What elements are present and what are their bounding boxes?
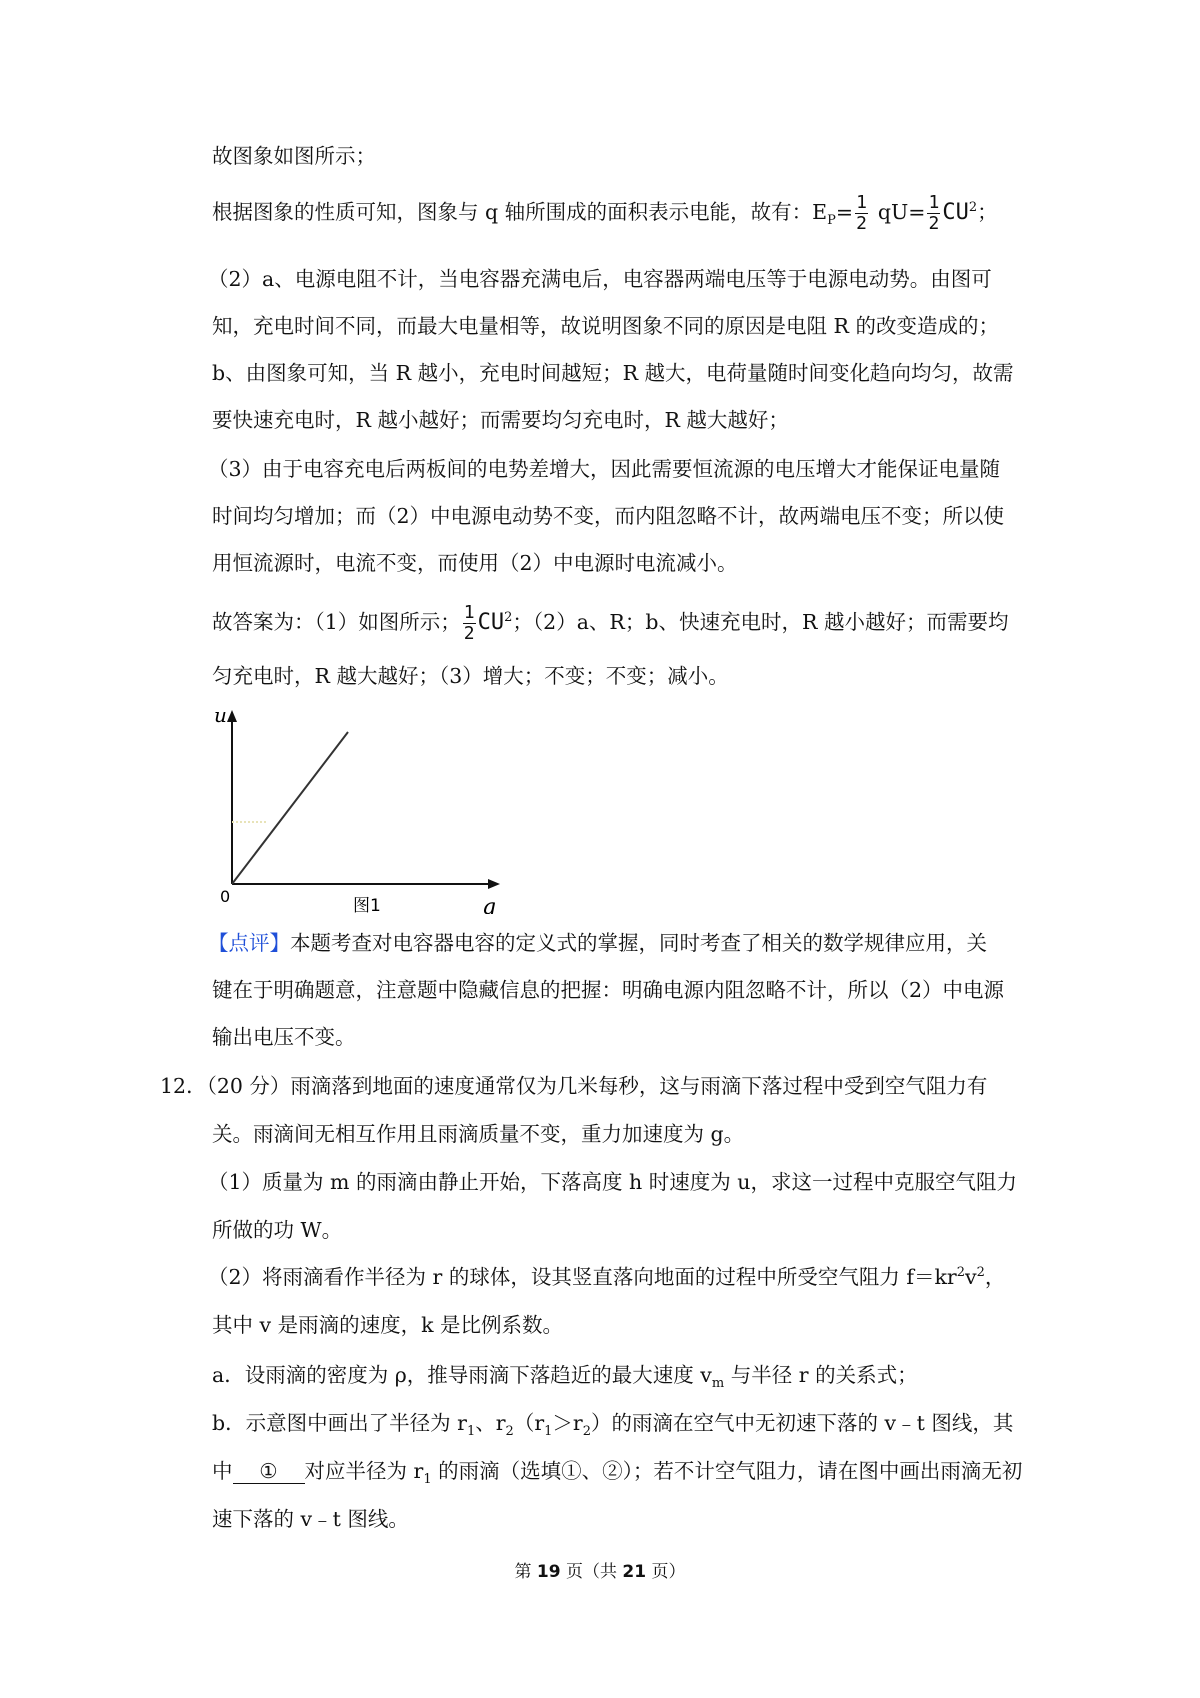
text-line: 速下落的 v﹣t 图线。 (212, 1507, 409, 1531)
page-footer: 第 19 页（共 21 页） (514, 1562, 686, 1582)
review-line (208, 928, 987, 958)
text-line: 用恒流源时，电流不变，而使用（2）中电源时电流减小。 (212, 551, 738, 575)
subscript: P (827, 213, 836, 229)
question-12-stem: 12．（20 分）雨滴落到地面的速度通常仅为几米每秒，这与雨滴下落过程中受到空气阻力有 (160, 1074, 988, 1098)
y-axis-arrow (227, 710, 237, 722)
text-span: （2）将雨滴看作半径为 r 的球体，设其竖直落向地面的过程中所受空气阻力 f＝kr (208, 1265, 957, 1289)
cu-term: CU (942, 200, 969, 225)
text-span: qU= (877, 200, 926, 224)
page-number: 19 (536, 1562, 561, 1582)
text-line: 关。雨滴间无相互作用且雨滴质量不变，重力加速度为 g。 (212, 1122, 745, 1146)
text-line: 知，充电时间不同，而最大电量相等，故说明图象不同的原因是电阻 R 的改变造成的； (212, 314, 999, 338)
answer-blank: ① (233, 1459, 305, 1484)
review-tag: 【点评】 (208, 931, 290, 955)
cu-term: CU (477, 610, 505, 635)
text-line: （1）质量为 m 的雨滴由静止开始，下落高度 h 时速度为 u，求这一过程中克服空气阻力 (208, 1170, 1017, 1194)
fraction-half: $\frac{1}{2}$ (928, 192, 940, 234)
text-span: 本题考查对电容器电容的定义式的掌握，同时考查了相关的数学规律应用，关 (290, 931, 987, 955)
text-line: b．示意图中画出了半径为 $r_1$、$r_2(r_1>r_2)$的雨滴在空气中无初速下落的 v﹣t 图线，其 (212, 1411, 1014, 1440)
text-line: 时间均匀增加；而（2）中电源电动势不变，而内阻忽略不计，故两端电压不变；所以使 (212, 504, 1005, 528)
text-span: 故答案为：（1）如图所示； (212, 610, 461, 634)
text-line: 中 ① 对应半径为 $r_1$ 的雨滴（选填①、②）；若不计空气阻力，请在图中画出雨滴无初 (212, 1459, 1023, 1488)
page-total: 21 (622, 1562, 647, 1582)
text-line: 键在于明确题意，注意题中隐藏信息的把握：明确电源内阻忽略不计，所以（2）中电源 (212, 978, 1005, 1002)
text-line: 故图象如图所示； (212, 144, 376, 168)
answer-line (212, 603, 1008, 644)
y-axis-label: u (214, 704, 227, 727)
text-line: 要快速充电时，R 越小越好；而需要均匀充电时，R 越大越好； (212, 408, 789, 432)
superscript: 2 (504, 610, 513, 626)
x-axis-arrow (488, 879, 500, 889)
text-line: （3）由于电容充电后两板间的电势差增大，因此需要恒流源的电压增大才能保证电量随 (208, 457, 1001, 481)
fraction-half: $\frac{1}{2}$ (463, 602, 475, 644)
text-line: a．设雨滴的密度为 ρ，推导雨滴下落趋近的最大速度 $v_m$ 与半径 r 的关系式； (212, 1363, 918, 1392)
figure-caption: 图1 (353, 896, 381, 914)
text-line: b、由图象可知，当 R 越小，充电时间越短；R 越大，电荷量随时间变化趋向均匀，故需 (212, 361, 1014, 385)
text-line: （2）a、电源电阻不计，当电容器充满电后，电容器两端电压等于电源电动势。由图可 (208, 267, 992, 291)
fraction-half: $\frac{1}{2}$ (856, 192, 867, 234)
u-q-graph (210, 704, 510, 914)
text-line: 匀充电时，R 越大越好；（3）增大；不变；不变；减小。 (212, 664, 729, 688)
text-line: 其中 v 是雨滴的速度，k 是比例系数。 (212, 1313, 564, 1337)
drag-formula-line: （2）将雨滴看作半径为 r 的球体，设其竖直落向地面的过程中所受空气阻力 $f=kr^2v^2$， (208, 1265, 1006, 1289)
text-line: 所做的功 W。 (212, 1218, 343, 1242)
text-span: = (835, 200, 854, 224)
energy-formula-line: 根据图象的性质可知，图象与 q 轴所围成的面积表示电能，故有：$E_P=$ $\frac{1}{2}$ qU= $\frac{1}{2}$ $CU^2$； (212, 192, 998, 234)
text-span: ；（2）a、R；b、快速充电时，R 越小越好；而需要均 (512, 610, 1009, 634)
u-q-graph-figure (210, 704, 510, 914)
origin-label: 0 (220, 887, 231, 906)
u-q-line (232, 732, 348, 884)
text-span: 根据图象的性质可知，图象与 q 轴所围成的面积表示电能，故有：E (212, 200, 828, 224)
x-axis-label: q (482, 895, 497, 914)
text-line: 输出电压不变。 (212, 1025, 356, 1049)
superscript: 2 (968, 200, 978, 216)
